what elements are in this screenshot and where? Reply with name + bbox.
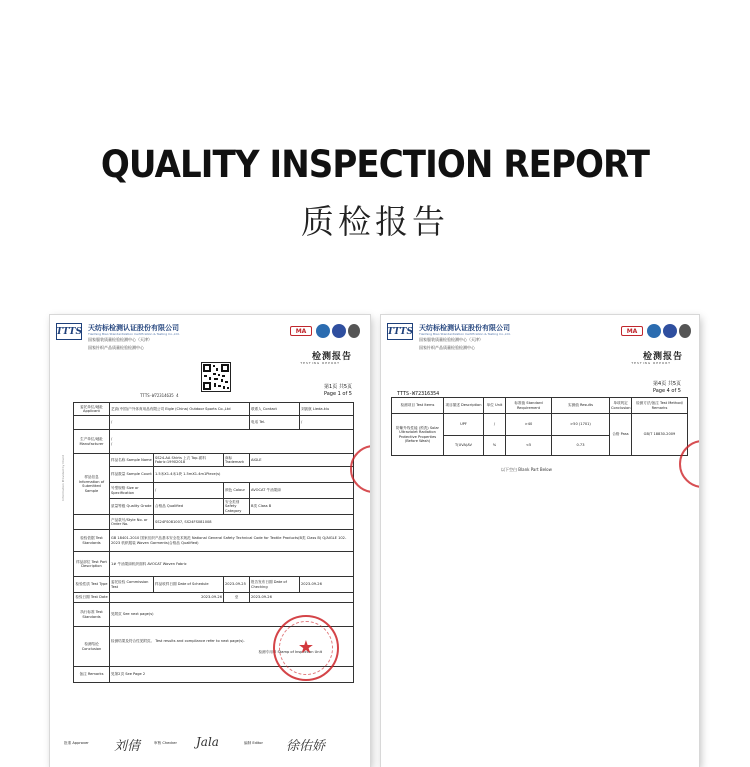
report-subtitle: TESTING REPORT bbox=[300, 361, 340, 365]
inspection-seal-icon: ★ bbox=[273, 615, 339, 681]
colour-value: AVOCAT 牛油果绿 bbox=[250, 483, 354, 499]
center-name-2: 国家针织产品质量检验检测中心 bbox=[419, 345, 475, 350]
grade-label: 质量等级 Quality Grade bbox=[110, 499, 154, 515]
page-title-cn: 质检报告 bbox=[301, 202, 449, 241]
receive-date-value: 2023-09-25 bbox=[224, 577, 250, 593]
blank-part-note: 以下空白 Blank Part Below bbox=[501, 467, 552, 472]
cnas-badge-icon bbox=[647, 324, 661, 338]
cma-badge-icon bbox=[679, 324, 691, 338]
result-cell: <5 bbox=[506, 436, 552, 456]
cnas-badge-icon bbox=[316, 324, 330, 338]
applicant-label: 委托单位/地址 Applicant bbox=[74, 403, 110, 416]
remarks-value: 见第2页 See Page 2 bbox=[110, 667, 354, 683]
col-unit: 单位 Unit bbox=[484, 398, 506, 414]
company-name-en: Tianfang Biao Standardization Certification & Testing Co.,Ltd. bbox=[419, 332, 511, 336]
impl-standard-value: 见附页 See next page(s) bbox=[110, 603, 354, 627]
test-date-label: 检验日期 Test Date bbox=[74, 593, 110, 603]
applicant-address: / bbox=[110, 416, 250, 430]
tel-value: / bbox=[300, 416, 354, 430]
style-label: 产品款号/Style No. or Order No. bbox=[110, 515, 154, 530]
page-indicator-en: Page 4 of 5 bbox=[652, 388, 681, 394]
contact-value: 刘凯航 Lieda.kiu bbox=[300, 403, 354, 416]
col-conclusion: 单项判定 Conclusion bbox=[610, 398, 632, 414]
ttts-logo-icon: TTTS bbox=[56, 323, 82, 340]
conclusion-stamp-note: 检测专用章 Stamp of Inspection Unit bbox=[258, 649, 322, 654]
manufacturer-label: 生产单位/地址 Manufacturer bbox=[74, 430, 110, 454]
col-standard: 标准值 Standard Requirement bbox=[506, 398, 552, 414]
issue-date-value: 2023-09-26 bbox=[300, 577, 354, 593]
page-indicator bbox=[653, 381, 681, 395]
editor-signature: 徐佑娇 bbox=[286, 739, 326, 754]
page-title-en: QUALITY INSPECTION REPORT bbox=[100, 143, 650, 186]
company-name-en: Tianfang Biao Standardization Certification & Testing Co.,Ltd. bbox=[88, 332, 180, 336]
col-description: 项目描述 Description bbox=[444, 398, 484, 414]
results-table bbox=[391, 397, 688, 456]
ma-badge-icon: MA bbox=[621, 326, 643, 336]
report-title: 检测报告 bbox=[311, 352, 352, 362]
qr-number: TTTS-W72314635 4 bbox=[140, 393, 179, 398]
sample-name-label: 样品名称 Sample Name bbox=[110, 454, 154, 467]
result-cell: UPF bbox=[444, 414, 484, 436]
col-method: 检测方法/备注 Test Method/ Remarks bbox=[632, 398, 688, 414]
sample-count-value: 1.5米X1.4米1块 1.5mX1.4m1Piece(s) bbox=[154, 467, 354, 483]
impl-standard-label: 执行标准 Test Standards bbox=[74, 603, 110, 627]
test-part-label: 样品部位 Test Part Description bbox=[74, 552, 110, 577]
ttts-logo-icon: TTTS bbox=[387, 323, 413, 340]
col-test-items: 检测项目 Test Items bbox=[392, 398, 444, 414]
sample-count-label: 样品数量 Sample Count bbox=[110, 467, 154, 483]
test-standards-label: 检验依据 Test Standards bbox=[74, 530, 110, 552]
accreditation-badges bbox=[621, 324, 691, 338]
report-title: 检测报告 bbox=[642, 352, 683, 362]
qr-code-icon bbox=[201, 362, 231, 392]
colour-label: 颜色 Colour bbox=[224, 483, 250, 499]
test-standards-value: GB 18401-2010 国家纺织产品基本安全技术规范 National General Safety Technical Code for Textile Products(B类 Class B) Q/AIGLE 102-2023 机织服装 Woven Garments(合格品 Qualified) bbox=[110, 530, 354, 552]
test-part-value: 1# 牛油果绿机织面料 AVOCAT Woven Fabric bbox=[110, 552, 354, 577]
report-number: TTTS-W72316354 bbox=[397, 391, 440, 397]
checker-label: 审核 Checker bbox=[154, 741, 177, 745]
report-sheet-page-4 bbox=[381, 315, 699, 767]
safety-value: B类 Class B bbox=[250, 499, 354, 515]
letterhead bbox=[387, 323, 691, 375]
style-value: SS24FS081007, SS24FS081008 bbox=[154, 515, 354, 530]
side-note: Information Provided by Client bbox=[61, 455, 65, 501]
test-item-cell: 防紫外线性能 (预洗) Solar Ultraviolet Radiation Protective Properties (Before Wash) bbox=[392, 414, 444, 456]
size-label: 号型规格 Size or Specification bbox=[110, 483, 154, 499]
ilac-badge-icon bbox=[663, 324, 677, 338]
col-results: 实测值 Results bbox=[552, 398, 610, 414]
approver-label: 批准 Approver bbox=[64, 741, 89, 745]
grade-value: 合格品 Qualified bbox=[154, 499, 224, 515]
page-indicator-en: Page 1 of 5 bbox=[323, 391, 352, 397]
checker-signature: Jala bbox=[196, 735, 219, 749]
company-name-cn: 天纺标检测认证股份有限公司 bbox=[88, 324, 179, 332]
result-cell: T(UVA)AV bbox=[444, 436, 484, 456]
trademark-label: 商标 Trademark bbox=[224, 454, 250, 467]
manufacturer-value: / / bbox=[110, 430, 354, 454]
ilac-badge-icon bbox=[332, 324, 346, 338]
conclusion-cell: 合格 Pass bbox=[610, 414, 632, 456]
page-indicator bbox=[324, 384, 352, 398]
tel-label: 电话 Tel. bbox=[250, 416, 300, 430]
safety-label: 安全类别 Safety Category bbox=[224, 499, 250, 515]
contact-label: 联系人 Contact bbox=[250, 403, 300, 416]
test-type-label: 检验性质 Test Type bbox=[74, 577, 110, 593]
report-sheet-page-1 bbox=[50, 315, 370, 767]
result-cell: >40 bbox=[506, 414, 552, 436]
result-cell: 0.73 bbox=[552, 436, 610, 456]
report-subtitle: TESTING REPORT bbox=[631, 361, 671, 365]
trademark-value: AIGLE bbox=[250, 454, 354, 467]
approver-signature: 刘倩 bbox=[114, 739, 141, 754]
result-cell: / bbox=[484, 414, 506, 436]
accreditation-badges bbox=[290, 324, 360, 338]
conclusion-value: 检测结果及符合性见附页。 Test results and compliance refer to next page(s). 检测专用章 Stamp of Inspection Unit bbox=[110, 627, 354, 667]
remarks-label: 备注 Remarks bbox=[74, 667, 110, 683]
sample-name-value: SS24-AA Shirts 上衣 Top-面料 Fabric:19902018 bbox=[154, 454, 224, 467]
result-cell: % bbox=[484, 436, 506, 456]
page-indicator-cn: 第4页 共5页 bbox=[653, 381, 681, 387]
test-date-start: 2023-09-26 bbox=[110, 593, 224, 603]
applicant-value: 艺高(中国)户外体育用品有限公司 Eigle (China) Outdoor Sports Co.,Ltd bbox=[110, 403, 250, 416]
receive-date-label: 样品收样日期 Date of Schedule bbox=[154, 577, 224, 593]
company-name-cn: 天纺标检测认证股份有限公司 bbox=[419, 324, 510, 332]
test-date-end: 2023-09-26 bbox=[250, 593, 354, 603]
test-type-value: 委托检验 Commission Test bbox=[110, 577, 154, 593]
page-indicator-cn: 第1页 共5页 bbox=[324, 384, 352, 390]
cma-badge-icon bbox=[348, 324, 360, 338]
center-name-1: 国家服装质量检验检测中心（天津） bbox=[419, 337, 483, 342]
method-cell: GB/T 18830-2009 bbox=[632, 414, 688, 456]
size-value: / bbox=[154, 483, 224, 499]
conclusion-label: 检测结论 Conclusion bbox=[74, 627, 110, 667]
sample-info-label: 样品信息 Information of Submitted Sample bbox=[74, 454, 110, 515]
ma-badge-icon: MA bbox=[290, 326, 312, 336]
center-name-2: 国家针织产品质量检验检测中心 bbox=[88, 345, 144, 350]
test-date-to: 至 bbox=[224, 593, 250, 603]
issue-date-label: 报告发布日期 Date of Checking bbox=[250, 577, 300, 593]
signature-row bbox=[64, 731, 364, 755]
result-cell: >50 (1701) bbox=[552, 414, 610, 436]
center-name-1: 国家服装质量检验检测中心（天津） bbox=[88, 337, 152, 342]
editor-label: 编制 Editor bbox=[244, 741, 263, 745]
